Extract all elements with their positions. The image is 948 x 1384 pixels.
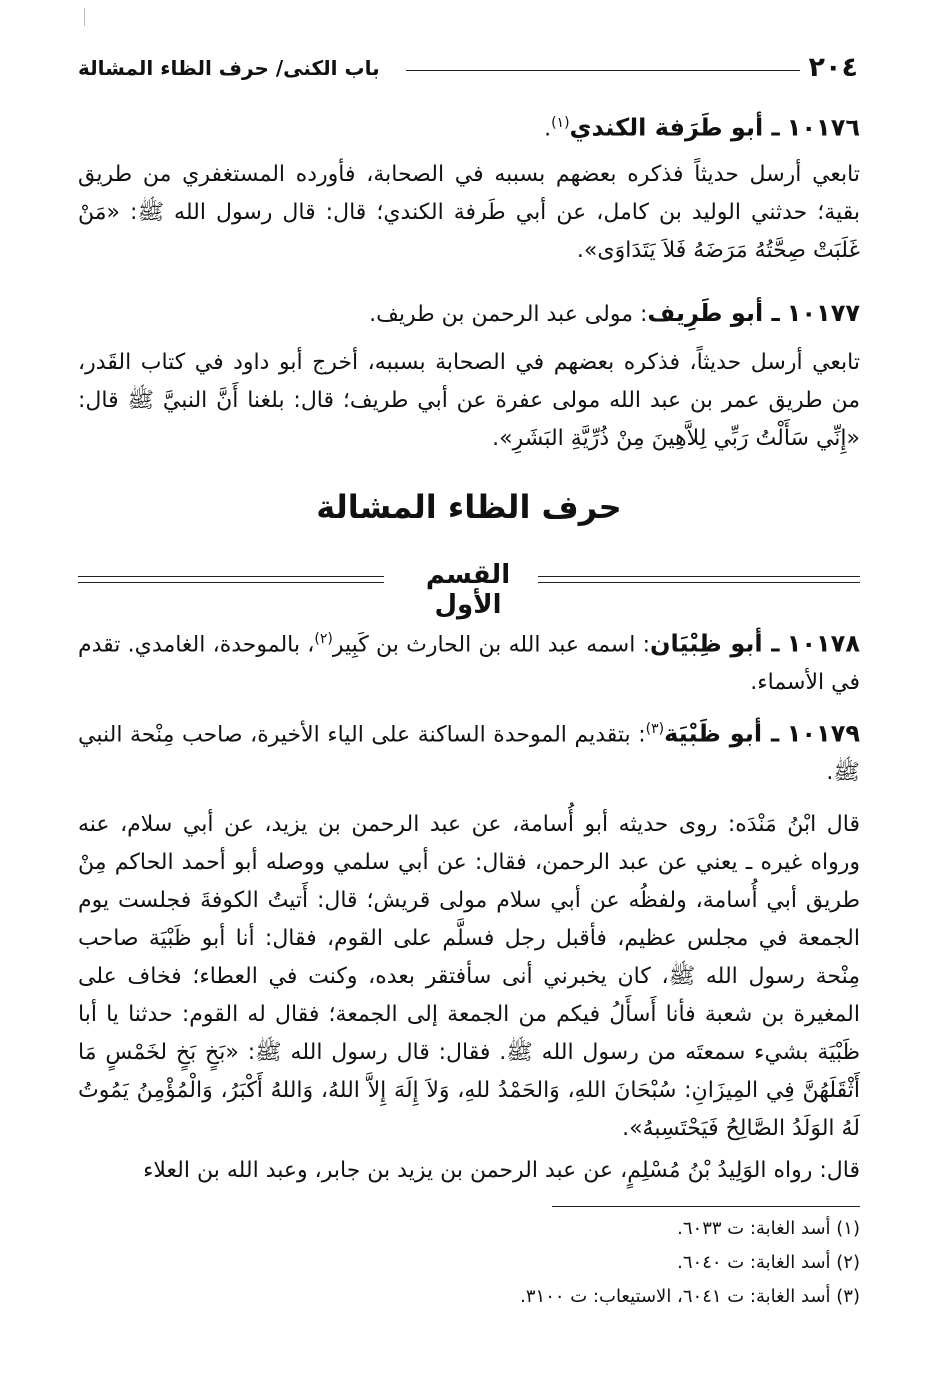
running-title: باب الكنى/ حرف الظاء المشالة xyxy=(78,56,380,80)
entry-number: ١٠١٧٩ xyxy=(786,719,860,748)
entry-heading-10176: ١٠١٧٦ ـ أبو طَرَفة الكندي$^{(١)}$. xyxy=(544,113,860,142)
entry-number: ١٠١٧٧ xyxy=(786,299,860,327)
section-title: حرف الظاء المشالة xyxy=(316,488,622,526)
entry-heading-10177: ١٠١٧٧ ـ أبو طَرِيف: مولى عبد الرحمن بن طريف. xyxy=(369,299,860,327)
entry-heading-10179: ١٠١٧٩ ـ أبو ظَبْيَة$^{(٣)}$: بتقديم الموحدة الساكنة على الياء الأخيرة، صاحب مِنْحة النبي ﷺ. xyxy=(78,719,860,786)
page-number: ٢٠٤ xyxy=(808,52,858,83)
entry-paragraph-10177: تابعي أرسل حديثاً، فذكره بعضهم في الصحابة بسببه، أخرج أبو داود في كتاب القَدر، من طريق عمر بن عبد الله مولى عفرة عن أبي طريف؛ قال: بلغنا أَنَّ النبيَّ ﷺ قال: «إِنِّي سَأَلْتُ رَبِّي لِلاَّهِينَ مِنْ ذُرِّيَّةِ البَشَرِ». xyxy=(78,350,860,451)
entry-paragraph-10179: قال ابْنُ مَنْدَه: روى حديثه أبو أُسامة، عن عبد الرحمن بن يزيد، عن أبي سلام، عنه ورواه غيره ـ يعني عن عبد الرحمن، فقال: عن أبي سلمي ووصله أبو أحمد الحاكم مِنْ طريق أبي أُسامة، ولفظُه عن أبي سلام مولى قريش؛ قال: أَتيتُ الكوفةَ فجلست يوم الجمعة في مجلس عظيم، فأقبل رجل فسلَّم على القوم، فقال: أنا أبو ظَبْيَة صاحب مِنْحة رسول الله ﷺ، كان يخبرني أنى سأفتقر بعده، وكنت في العطاء؛ فخاف على المغيرة بن شعبة فأنا أَسأَلُ فيكم من الجمعة إلى الجمعة؛ فقال له القوم: حدثنا يا أبا ظَبْيَة بشيء سمعتَه من رسول الله ﷺ. فقال: قال رسول الله ﷺ: «بَخٍ بَخٍ لخَمْسٍ مَا أَثْقَلَهُنَّ فِي المِيزَانِ: سُبْحَانَ اللهِ، وَالحَمْدُ للهِ، وَلاَ إِلَهَ إِلاَّ اللهُ، وَاللهُ أَكْبَرُ، وَالْمُؤْمِنُ يَمُوتُ لَهُ الوَلَدُ الصَّالِحُ فَيَحْتَسِبهُ». xyxy=(78,812,860,1141)
subsection-label: القسم الأول xyxy=(425,560,511,620)
entry-number: ١٠١٧٦ xyxy=(786,113,860,142)
footnote-2: (٢) أسد الغابة: ت ٦٠٤٠. xyxy=(677,1252,860,1273)
header-rule xyxy=(406,70,800,71)
entry-heading-10178: ١٠١٧٨ ـ أبو ظِبْيَان: اسمه عبد الله بن الحارث بن كَبِير$^{(٢)}$، بالموحدة، الغامدي. تقدم في الأسماء. xyxy=(78,629,860,696)
footnote-ref[interactable]: (٢) xyxy=(314,631,333,647)
entry-rest: ، بالموحدة، الغامدي. تقدم في الأسماء. xyxy=(78,632,860,696)
entry-paragraph-10179-b: قال: رواه الوَلِيدُ بْنُ مُسْلِمٍ، عن عبد الرحمن بن يزيد بن جابر، وعبد الله بن العلاء xyxy=(143,1158,860,1183)
entry-name: أبو طَرَفة الكندي xyxy=(569,113,764,142)
footnote-3: (٣) أسد الغابة: ت ٦٠٤١، الاستيعاب: ت ٣١٠٠. xyxy=(520,1286,860,1307)
page-header xyxy=(78,52,860,88)
entry-rest: : بتقديم الموحدة الساكنة على الياء الأخيرة، صاحب مِنْحة النبي ﷺ. xyxy=(78,722,860,786)
entry-name: أبو ظَبْيَة xyxy=(664,719,763,748)
entry-rest: : اسمه عبد الله بن الحارث بن كَبِير xyxy=(332,632,651,658)
entry-paragraph-10176: تابعي أرسل حديثاً فذكره بعضهم بسببه في الصحابة، فأورده المستغفري من طريق بقية؛ حدثني الوليد بن كامل، عن أبي طَرفة الكندي؛ قال: قال رسول الله ﷺ: «مَنْ غَلَبَتْ صِحَّتُهُ مَرَضَهُ فَلاَ يَتَدَاوَى». xyxy=(78,162,860,263)
entry-name: أبو طَرِيف xyxy=(647,299,764,327)
double-rule-left xyxy=(78,576,384,583)
footnote-1: (١) أسد الغابة: ت ٦٠٣٣. xyxy=(677,1218,860,1239)
entry-rest: : مولى عبد الرحمن بن طريف. xyxy=(369,302,648,327)
subsection-heading xyxy=(78,560,860,620)
entry-name: أبو ظِبْيَان xyxy=(650,629,763,658)
double-rule-right xyxy=(538,576,860,583)
footnote-ref[interactable]: (٣) xyxy=(645,721,665,737)
footnote-rule xyxy=(552,1206,860,1207)
entry-tail: . xyxy=(544,116,552,142)
entry-number: ١٠١٧٨ xyxy=(786,629,860,658)
scan-mark xyxy=(84,8,87,26)
footnote-ref[interactable]: (١) xyxy=(551,115,570,131)
